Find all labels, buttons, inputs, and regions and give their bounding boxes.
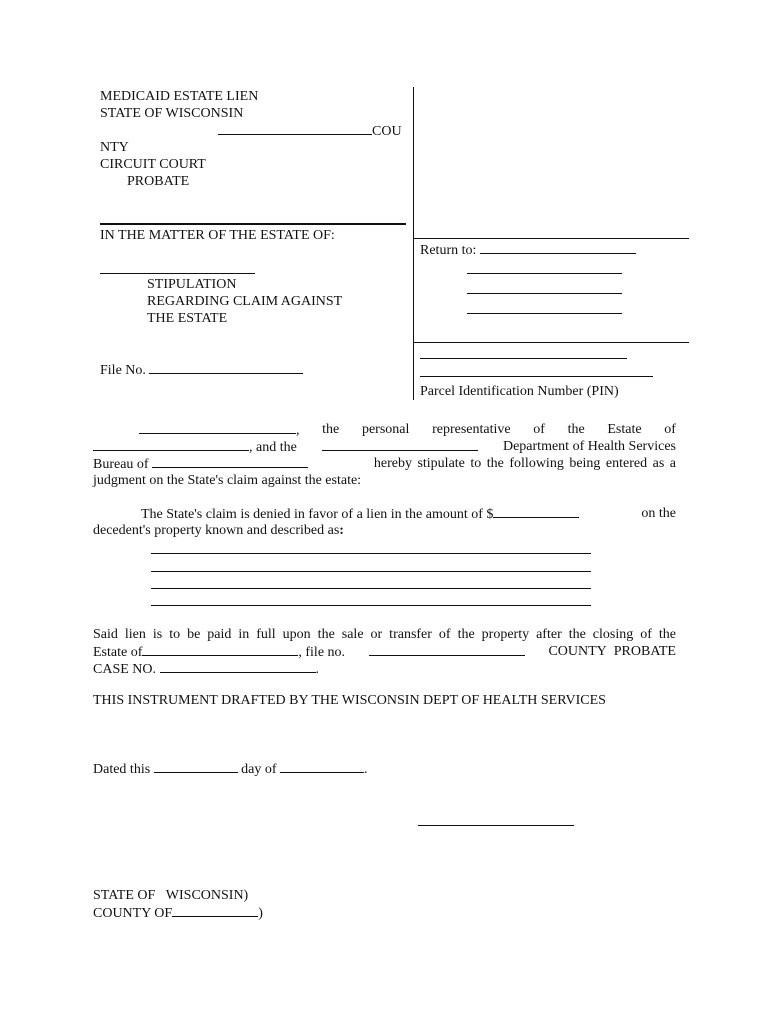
p3-estate-blank[interactable] (142, 643, 298, 656)
return-to-blank-1[interactable] (480, 241, 636, 254)
dated-month-blank[interactable] (280, 760, 364, 773)
dhs-rep-blank[interactable] (322, 438, 478, 451)
file-no-row (100, 361, 303, 379)
doc-title-2: REGARDING CLAIM AGAINST (147, 294, 343, 309)
caption-line-lien: MEDICAID ESTATE LIEN (100, 89, 259, 104)
p3-file-no-blank[interactable] (369, 643, 525, 656)
venue-state-row (93, 887, 248, 904)
decedent-name-blank[interactable] (100, 273, 255, 274)
p1-rest: hereby stipulate to the following being entered as a (373, 456, 676, 471)
p3-period: . (315, 662, 320, 677)
pin-blank-2[interactable] (420, 376, 653, 377)
p1-rep-field (139, 421, 300, 439)
p3-county-probate: COUNTY PROBATE (548, 644, 676, 659)
p3-line-1: Said lien is to be paid in full upon the sale or transfer of the property after the closing of the (93, 627, 676, 642)
pin-blank-1[interactable] (420, 358, 627, 359)
property-description-line-4[interactable] (151, 605, 591, 606)
p2-property: decedent's property known and described as (93, 523, 340, 538)
dated-period: . (364, 762, 368, 777)
venue-county-paren: ) (258, 906, 263, 921)
venue-county-blank[interactable] (172, 904, 258, 917)
drafted-by-statement: THIS INSTRUMENT DRAFTED BY THE WISCONSIN DEPT OF HEALTH SERVICES (93, 693, 606, 708)
p3-line-3 (93, 660, 319, 678)
p1-dept: Department of Health Services (502, 439, 676, 454)
file-no-label: File No. (100, 363, 146, 378)
caption-county-wrap: NTY (100, 140, 129, 155)
return-to-row (420, 241, 636, 259)
p1-word-1: the (322, 422, 340, 437)
venue-county-of: COUNTY OF (93, 906, 173, 921)
p1-line-4: judgment on the State's claim against the estate: (93, 473, 362, 488)
p2-start: The State's claim is denied in favor of a lien in the amount of $ (141, 507, 494, 522)
recording-box-top-rule (413, 238, 689, 239)
recording-box-mid-rule (413, 342, 689, 343)
venue-state-name: WISCONSIN) (165, 888, 249, 903)
return-to-label: Return to: (420, 243, 477, 258)
caption-matter: IN THE MATTER OF THE ESTATE OF: (100, 228, 335, 243)
p1-and-the: , and the (249, 440, 297, 455)
bureau-blank[interactable] (152, 455, 308, 468)
recording-box-divider (413, 87, 414, 400)
p2-line-1 (141, 505, 676, 523)
p3-estate-of: Estate of (93, 645, 143, 660)
p1-line-3 (93, 455, 676, 473)
caption-divider (100, 223, 406, 225)
p1-line-1 (139, 421, 676, 439)
p3-file-no: , file no. (298, 645, 346, 660)
p1-word-6: Estate (607, 422, 642, 437)
return-to-blank-2[interactable] (467, 273, 622, 274)
day-of-label: day of (241, 762, 277, 777)
estate-name-blank[interactable] (93, 438, 249, 451)
property-description-line-3[interactable] (151, 588, 591, 589)
return-to-blank-4[interactable] (467, 313, 622, 314)
file-no-blank[interactable] (149, 361, 303, 374)
p1-line-2 (93, 438, 676, 456)
venue-state-of: STATE OF (93, 888, 156, 903)
doc-title-3: THE ESTATE (147, 311, 228, 326)
lien-amount-blank[interactable] (493, 505, 579, 518)
p1-word-4: of (533, 422, 545, 437)
p2-colon: : (339, 523, 344, 538)
p3-case-no: CASE NO. (93, 662, 157, 677)
p1-word-2: personal (361, 422, 410, 437)
dated-this-label: Dated this (93, 762, 151, 777)
signature-line[interactable] (418, 825, 574, 826)
caption-court: CIRCUIT COURT (100, 157, 206, 172)
property-description-line-1[interactable] (151, 553, 591, 554)
p1-bureau: Bureau of (93, 457, 149, 472)
p1-word-5: the (567, 422, 585, 437)
county-suffix: COU (372, 124, 402, 139)
return-to-blank-3[interactable] (467, 293, 622, 294)
p3-line-2 (93, 643, 676, 661)
caption-line-state: STATE OF WISCONSIN (100, 106, 244, 121)
doc-title-1: STIPULATION (147, 277, 237, 292)
dated-row (93, 760, 368, 778)
p1-word-7: of (664, 422, 676, 437)
rep-name-blank[interactable] (139, 421, 296, 434)
caption-county-line (218, 122, 402, 140)
dated-day-blank[interactable] (154, 760, 238, 773)
p1-word-3: representative (432, 422, 511, 437)
p1-comma: , (296, 423, 300, 438)
caption-branch: PROBATE (127, 174, 190, 189)
p3-case-no-blank[interactable] (160, 660, 316, 673)
p2-line-2 (93, 522, 344, 539)
county-blank[interactable] (218, 122, 372, 135)
pin-label: Parcel Identification Number (PIN) (420, 384, 619, 399)
venue-county-row (93, 904, 263, 922)
p2-end: on the (641, 506, 676, 521)
property-description-line-2[interactable] (151, 571, 591, 572)
